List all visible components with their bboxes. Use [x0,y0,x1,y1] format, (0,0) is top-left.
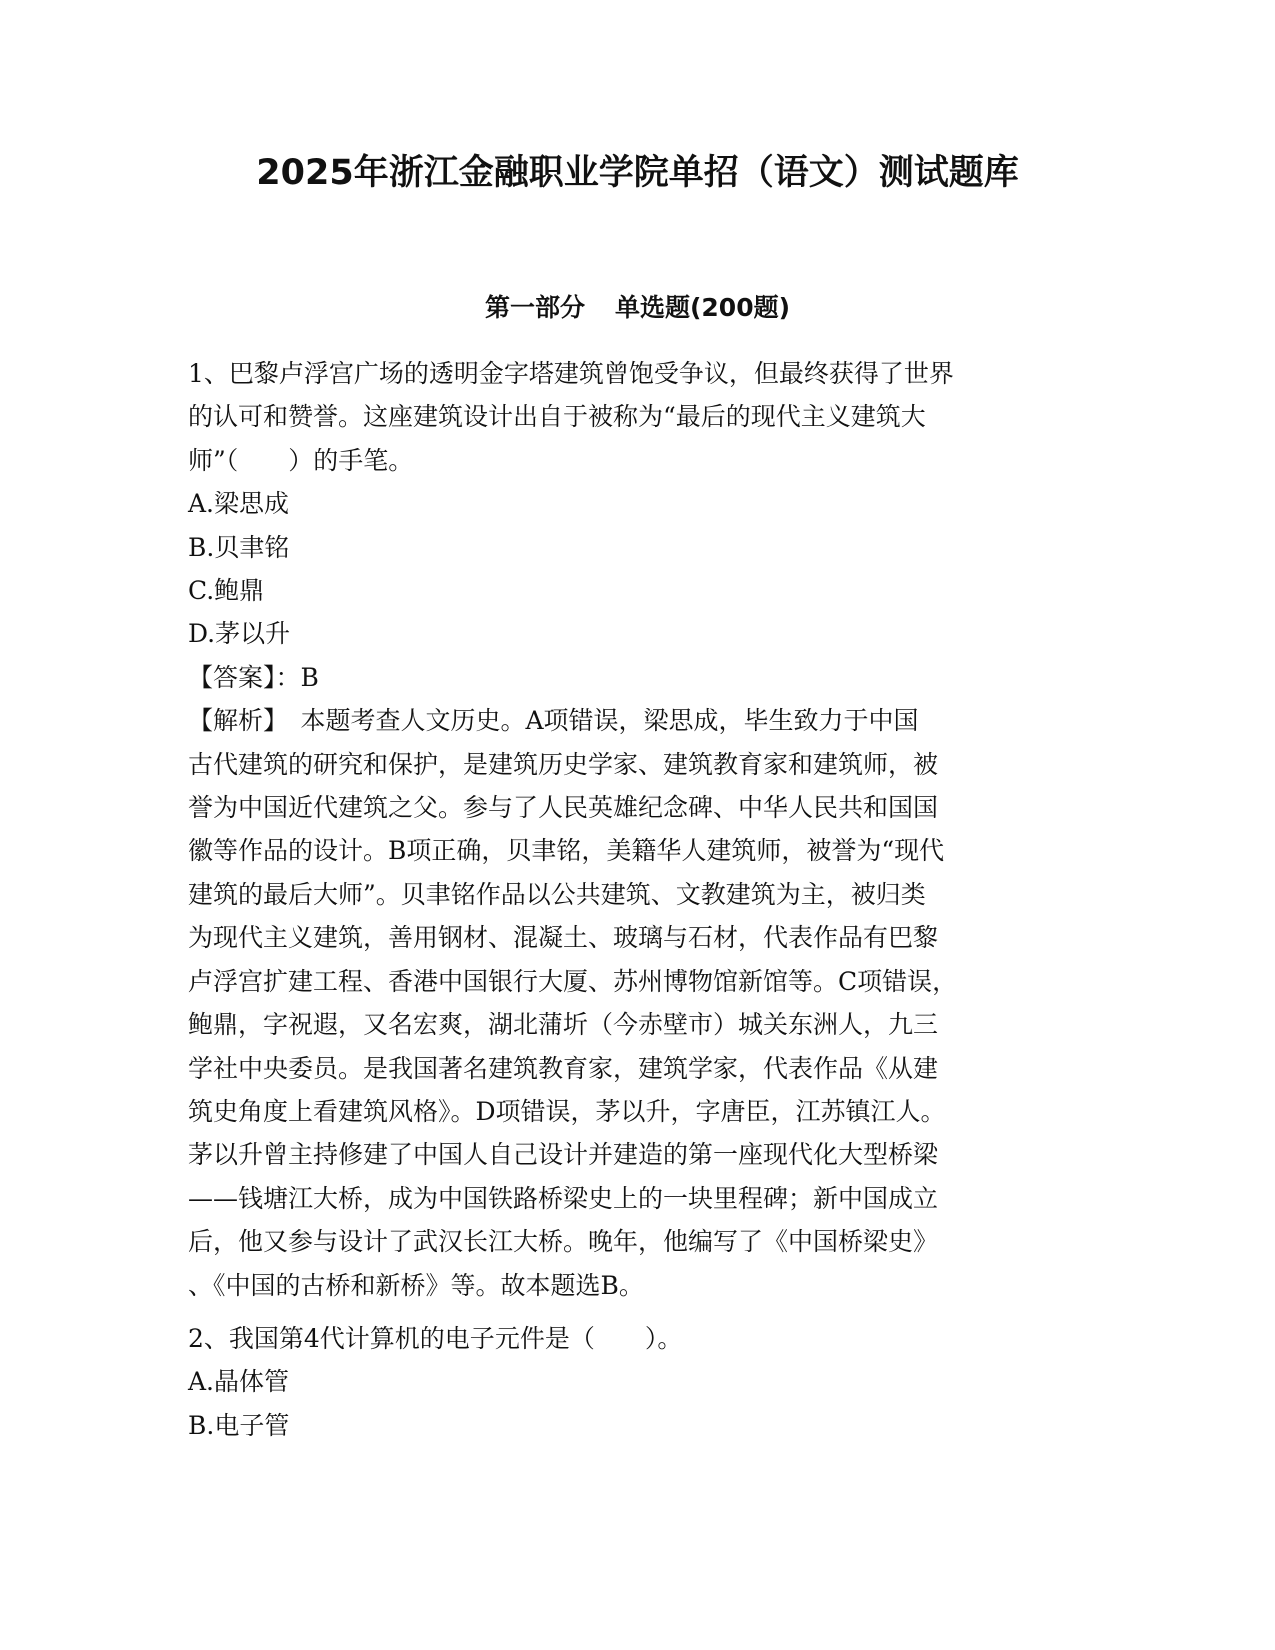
section-name: 单选题(200题) [614,293,791,322]
analysis-line: ——钱塘江大桥，成为中国铁路桥梁史上的一块里程碑；新中国成立 [188,1183,939,1213]
analysis-line: 徽等作品的设计。B项正确，贝聿铭，美籍华人建筑师，被誉为“现代 [188,836,945,866]
analysis-line: 学社中央委员。是我国著名建筑教育家，建筑学家，代表作品《从建 [188,1053,939,1083]
analysis-line: 筑史角度上看建筑风格》。D项错误，茅以升，字唐臣，江苏镇江人。 [188,1096,946,1126]
document-title: 2025年浙江金融职业学院单招（语文）测试题库 [256,153,1019,193]
analysis-line: 后，他又参与设计了武汉长江大桥。晚年，他编写了《中国桥梁史》 [188,1227,939,1257]
analysis-line: 【解析】 本题考查人文历史。A项错误，梁思成，毕生致力于中国 [188,706,919,736]
option-a: A.梁思成 [188,489,290,519]
question-stem-line: 师”（ ）的手笔。 [188,445,414,475]
option-d: D.茅以升 [188,619,291,649]
option-c: C.鲍鼎 [188,576,265,606]
answer-line: 【答案】：B [188,662,319,692]
question-list [188,352,1088,1447]
question-divider [188,1307,1088,1317]
analysis-line: 为现代主义建筑，善用钢材、混凝土、玻璃与石材，代表作品有巴黎 [188,923,939,953]
section-heading [0,290,1275,326]
question-stem-line: 的认可和赞誉。这座建筑设计出自于被称为“最后的现代主义建筑大 [188,402,926,432]
question-stem-line: 1、巴黎卢浮宫广场的透明金字塔建筑曾饱受争议，但最终获得了世界 [188,359,954,388]
analysis-line: 誉为中国近代建筑之父。参与了人民英雄纪念碑、中华人民共和国国 [188,793,939,823]
section-part: 第一部分 [484,293,585,322]
option-b: B.电子管 [188,1410,290,1440]
analysis-line: 茅以升曾主持修建了中国人自己设计并建造的第一座现代化大型桥梁 [188,1140,939,1170]
option-b: B.贝聿铭 [188,532,290,562]
question-item [188,1317,1088,1447]
question-stem-line: 2、我国第4代计算机的电子元件是（ ）。 [188,1323,683,1353]
analysis-line: 、《中国的古桥和新桥》等。故本题选B。 [188,1270,644,1300]
option-a: A.晶体管 [188,1367,290,1397]
analysis-line: 古代建筑的研究和保护，是建筑历史学家、建筑教育家和建筑师，被 [188,749,939,779]
analysis-line: 鲍鼎，字祝遐，又名宏爽，湖北蒲圻（今赤壁市）城关东洲人，九三 [188,1010,939,1040]
question-item [188,352,1088,1307]
analysis-line: 建筑的最后大师”。贝聿铭作品以公共建筑、文教建筑为主，被归类 [188,879,926,909]
analysis-line: 卢浮宫扩建工程、香港中国银行大厦、苏州博物馆新馆等。C项错误， [188,966,958,996]
